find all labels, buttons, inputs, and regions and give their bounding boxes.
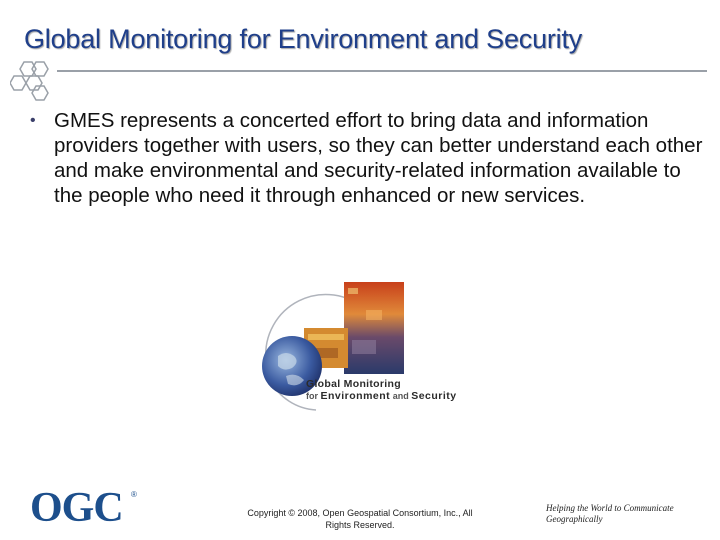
copyright-notice: Copyright © 2008, Open Geospatial Consortium, Inc., All Rights Reserved. [247,508,473,530]
gmes-logo [256,280,466,415]
bullet-dot-icon: • [30,112,36,129]
logo-environment: Environment [320,390,391,402]
logo-line2 [306,390,457,402]
bullet-text: GMES represents a concerted effort to bring data and information providers together with users, so they can better understand each other and make environmental and security-related information available to the people who need it through enhanced or new services. [54,109,703,207]
logo-line1: Global Monitoring [306,378,401,390]
title-divider [57,70,707,72]
logo-and: and [390,391,412,401]
logo-for: for [306,391,321,401]
ogc-registered-mark: ® [131,490,137,499]
ogc-tagline: Helping the World to Communicate Geographically [546,503,674,524]
ogc-logo: OGC [30,485,123,531]
hexagon-decoration-icon [10,60,60,102]
logo-security: Security [411,390,457,402]
slide-title: Global Monitoring for Environment and Security [24,24,583,54]
